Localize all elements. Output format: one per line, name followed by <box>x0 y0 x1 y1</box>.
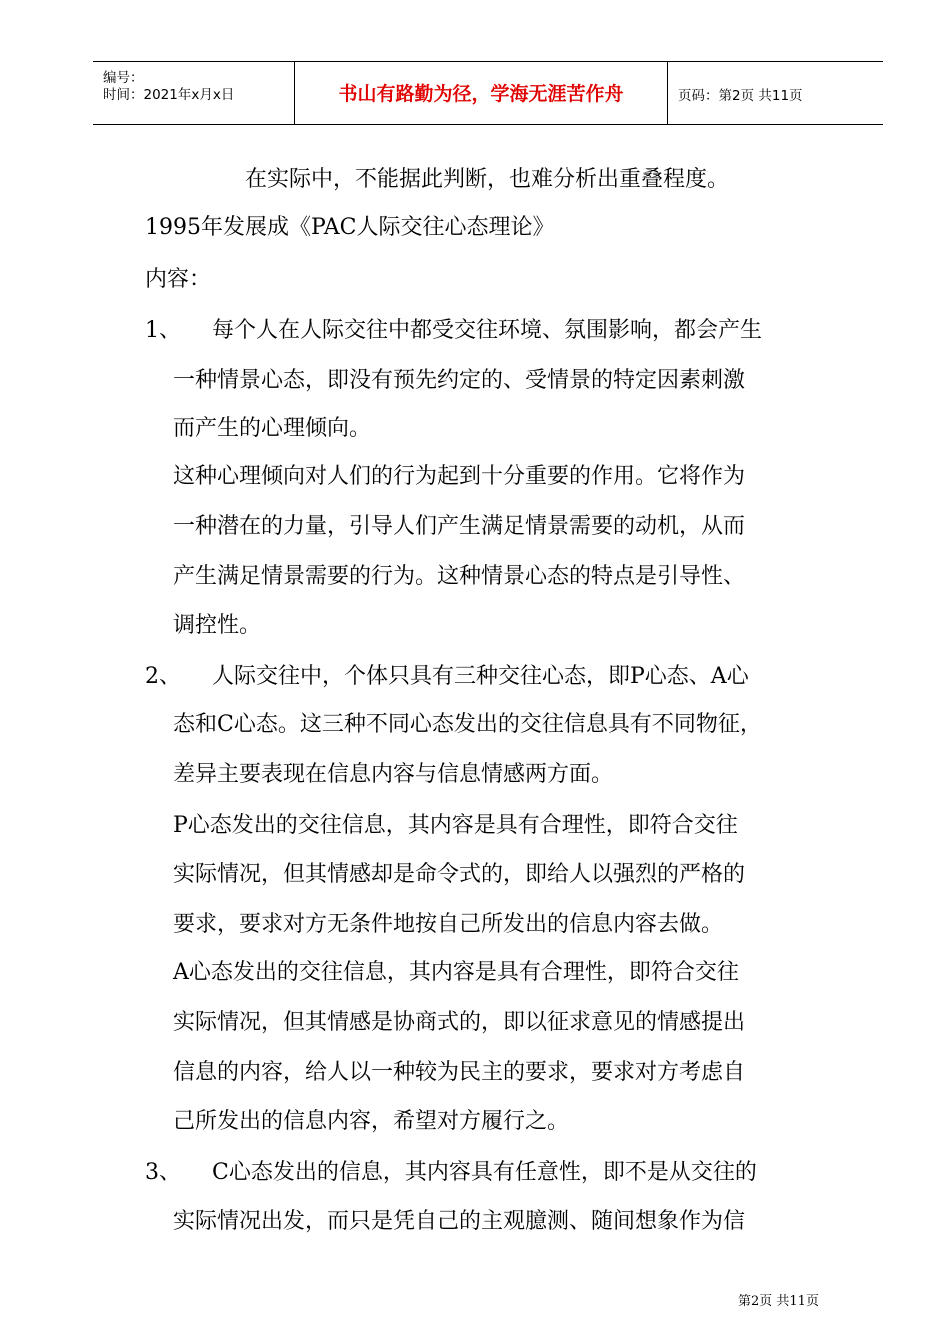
page-footer: 第2页 共11页 <box>738 1294 819 1309</box>
paragraph-line: 调控性。 <box>173 613 262 638</box>
list-number: 1、 <box>145 318 181 343</box>
page-header <box>93 61 883 125</box>
paragraph-line: 1995年发展成《PAC人际交往心态理论》 <box>145 215 555 240</box>
paragraph-line: 产生满足情景需要的行为。这种情景心态的特点是引导性、 <box>173 564 746 589</box>
paragraph-line: 信息的内容，给人以一种较为民主的要求，要求对方考虑自 <box>173 1060 746 1085</box>
header-info-cell <box>93 62 295 124</box>
paragraph-line: 内容： <box>145 267 212 292</box>
paragraph-line: 一种潜在的力量，引导人们产生满足情景需要的动机，从而 <box>173 514 746 539</box>
number-label: 编号： <box>103 70 144 86</box>
motto-text: 书山有路勤为径，学海无涯苦作舟 <box>338 83 624 105</box>
paragraph-line: P心态发出的交往信息，其内容是具有合理性，即符合交往 <box>173 813 738 838</box>
paragraph-line: 态和C心态。这三种不同心态发出的交往信息具有不同物征， <box>173 712 762 737</box>
paragraph-line: 在实际中，不能据此判断，也难分析出重叠程度。 <box>245 167 730 192</box>
paragraph-line: 而产生的心理倾向。 <box>173 416 372 441</box>
list-number: 3、 <box>145 1160 181 1185</box>
paragraph-line: 这种心理倾向对人们的行为起到十分重要的作用。它将作为 <box>173 464 746 489</box>
page-label: 页码：第2页 共11页 <box>678 88 803 104</box>
paragraph-line: A心态发出的交往信息，其内容是具有合理性，即符合交往 <box>173 960 739 985</box>
paragraph-line: 每个人在人际交往中都受交往环境、氛围影响，都会产生 <box>212 318 763 343</box>
paragraph-line: 己所发出的信息内容，希望对方履行之。 <box>173 1109 570 1134</box>
list-number: 2、 <box>145 664 181 689</box>
paragraph-line: 实际情况出发，而只是凭自己的主观臆测、随间想象作为信 <box>173 1209 746 1234</box>
paragraph-line: 实际情况，但其情感却是命令式的，即给人以强烈的严格的 <box>173 862 746 887</box>
header-motto-cell <box>295 62 668 124</box>
time-label: 时间：2021年x月x日 <box>103 87 235 103</box>
paragraph-line: 人际交往中，个体只具有三种交往心态，即P心态、A心 <box>212 664 749 689</box>
header-page-cell <box>668 62 883 124</box>
paragraph-line: 实际情况，但其情感是协商式的，即以征求意见的情感提出 <box>173 1010 746 1035</box>
paragraph-line: C心态发出的信息，其内容具有任意性，即不是从交往的 <box>212 1160 757 1185</box>
paragraph-line: 要求，要求对方无条件地按自己所发出的信息内容去做。 <box>173 912 724 937</box>
paragraph-line: 一种情景心态，即没有预先约定的、受情景的特定因素刺激 <box>173 368 746 393</box>
paragraph-line: 差异主要表现在信息内容与信息情感两方面。 <box>173 762 614 787</box>
